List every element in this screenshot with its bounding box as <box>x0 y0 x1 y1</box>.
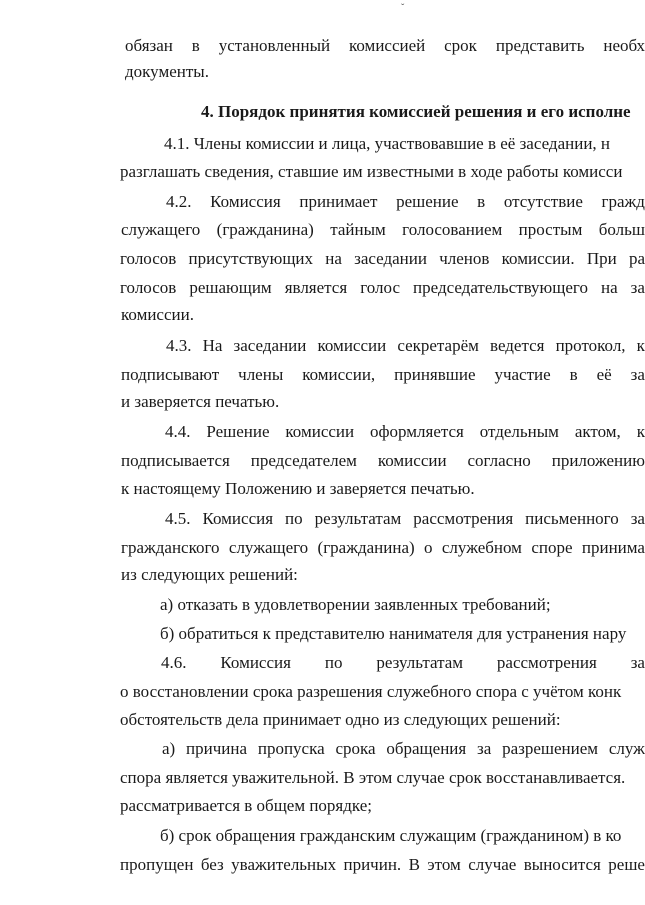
word: за <box>630 278 645 297</box>
text-line <box>120 856 645 873</box>
word: о восстановлении срока разрешения служебного спора с учётом конк <box>120 682 622 701</box>
text-line <box>166 337 645 354</box>
text-line <box>161 654 645 671</box>
word: споре <box>531 538 573 557</box>
word: голос <box>360 278 400 297</box>
word: к <box>636 336 645 355</box>
word: Решение <box>206 422 270 441</box>
scan-mark: ˇ <box>401 3 405 14</box>
word: 4.3. <box>166 336 192 355</box>
word: актом, <box>574 422 621 441</box>
word: за <box>477 739 492 758</box>
word: согласно <box>467 451 531 470</box>
text-line <box>121 452 645 469</box>
word: за <box>630 653 645 672</box>
word: обращения <box>386 739 467 758</box>
text-line <box>121 306 194 323</box>
word: протокол, <box>555 336 626 355</box>
word: установленный <box>218 36 331 55</box>
word: голосов <box>120 278 177 297</box>
word: в <box>477 192 486 211</box>
word: комиссии <box>317 336 387 355</box>
text-line <box>120 250 645 267</box>
word: служ <box>608 739 645 758</box>
text-line <box>121 221 645 238</box>
text-line <box>165 423 645 440</box>
word: пропуска <box>257 739 325 758</box>
text-line <box>120 683 621 700</box>
text-line <box>120 711 561 728</box>
word: председательствующего <box>413 278 588 297</box>
word: комиссии. <box>501 249 575 268</box>
word: При <box>586 249 617 268</box>
word: (гражданина) <box>317 538 415 557</box>
word: 4.5. <box>165 509 191 528</box>
word: подписывается <box>121 451 230 470</box>
text-line <box>121 480 475 497</box>
word: присутствующих <box>188 249 314 268</box>
word: комиссии <box>377 451 447 470</box>
word: участие <box>494 365 551 384</box>
word: разрешением <box>502 739 599 758</box>
word: Комиссия <box>202 509 274 528</box>
word: её <box>596 365 612 384</box>
text-line <box>160 827 621 844</box>
word: (гражданина) <box>216 220 314 239</box>
text-line <box>120 279 645 296</box>
word: больш <box>598 220 645 239</box>
text-line <box>162 740 645 757</box>
word: заседании <box>233 336 307 355</box>
word: без <box>200 855 224 874</box>
word: о <box>424 538 433 557</box>
word: заседании <box>354 249 427 268</box>
word: простым <box>518 220 583 239</box>
word: за <box>630 509 645 528</box>
word: реше <box>608 855 645 874</box>
word: голосованием <box>402 220 503 239</box>
word: по <box>285 509 303 528</box>
word: ведется <box>490 336 545 355</box>
word: за <box>630 365 645 384</box>
text-line <box>166 193 645 210</box>
word: выносится <box>523 855 601 874</box>
word: Комиссия <box>210 192 281 211</box>
text-line <box>120 769 625 786</box>
word: из следующих решений: <box>121 565 298 584</box>
text-line <box>160 625 626 642</box>
word: На <box>202 336 223 355</box>
word: является <box>284 278 348 297</box>
word: документы. <box>125 62 209 81</box>
word: пропущен <box>120 855 194 874</box>
word: 4.4. <box>165 422 191 441</box>
word: председателем <box>250 451 357 470</box>
text-line <box>160 596 551 613</box>
word: спора является уважительной. В этом случае срок восстанавливается. <box>120 768 626 787</box>
word: рассмотрения <box>496 653 597 672</box>
word: б) обратиться к представителю нанимателя для устранения нару <box>160 624 627 643</box>
word: приложению <box>551 451 645 470</box>
text-line <box>121 366 645 383</box>
text-line <box>121 393 279 410</box>
word: принима <box>581 538 645 557</box>
word: комиссии <box>285 422 355 441</box>
word: 4.2. <box>166 192 192 211</box>
word: В <box>408 855 420 874</box>
text-line <box>121 539 645 556</box>
word: представить <box>495 36 585 55</box>
word: подписывают <box>121 365 220 384</box>
word: в <box>569 365 578 384</box>
word: гражд <box>601 192 645 211</box>
word: результатам <box>376 653 464 672</box>
word: члены <box>238 365 284 384</box>
word: этом <box>427 855 461 874</box>
word: к <box>636 422 645 441</box>
word: комиссией <box>348 36 426 55</box>
word: причина <box>186 739 248 758</box>
text-line <box>164 135 610 152</box>
word: а) <box>162 739 176 758</box>
word: по <box>324 653 343 672</box>
word: необх <box>603 36 645 55</box>
word: б) срок обращения гражданским служащим (гражданином) в ко <box>160 826 622 845</box>
word: рассматривается в общем порядке; <box>120 796 373 815</box>
word: к настоящему Положению и заверяется печатью. <box>121 479 475 498</box>
word: комиссии, <box>302 365 376 384</box>
word: на <box>600 278 618 297</box>
word: а) отказать в удовлетворении заявленных требований; <box>160 595 551 614</box>
text-line <box>120 163 622 180</box>
word: служащего <box>121 220 201 239</box>
word: 4. Порядок принятия комиссией решения и его исполне <box>201 102 631 121</box>
word: в <box>191 36 200 55</box>
word: случае <box>468 855 517 874</box>
word: голосов <box>120 249 177 268</box>
word: секретарём <box>397 336 479 355</box>
text-line <box>165 510 645 527</box>
text-line <box>125 37 645 54</box>
section-heading <box>201 103 631 120</box>
word: принимает <box>299 192 378 211</box>
word: решающим <box>189 278 272 297</box>
word: принявшие <box>394 365 476 384</box>
word: срока <box>335 739 376 758</box>
text-line <box>121 566 298 583</box>
word: служебном <box>441 538 522 557</box>
word: ра <box>628 249 645 268</box>
word: рассмотрения <box>413 509 514 528</box>
word: обязан <box>125 36 173 55</box>
word: служащего <box>228 538 309 557</box>
word: оформляется <box>370 422 464 441</box>
word: результатам <box>314 509 402 528</box>
word: комиссии. <box>121 305 194 324</box>
word: уважительных <box>231 855 337 874</box>
word: гражданского <box>121 538 220 557</box>
word: Комиссия <box>220 653 291 672</box>
word: отсутствие <box>503 192 583 211</box>
text-line <box>125 63 209 80</box>
word: разглашать сведения, ставшие им известными в ходе работы комисси <box>120 162 623 181</box>
word: обстоятельств дела принимает одно из следующих решений: <box>120 710 561 729</box>
word: членов <box>439 249 490 268</box>
word: 4.1. Члены комиссии и лица, участвовавшие в её заседании, н <box>164 134 611 153</box>
word: и заверяется печатью. <box>121 392 280 411</box>
word: тайным <box>330 220 386 239</box>
word: 4.6. <box>161 653 187 672</box>
word: срок <box>444 36 477 55</box>
word: на <box>325 249 342 268</box>
word: письменного <box>525 509 619 528</box>
word: решение <box>396 192 459 211</box>
text-line <box>120 797 372 814</box>
word: причин. <box>343 855 402 874</box>
word: отдельным <box>479 422 559 441</box>
